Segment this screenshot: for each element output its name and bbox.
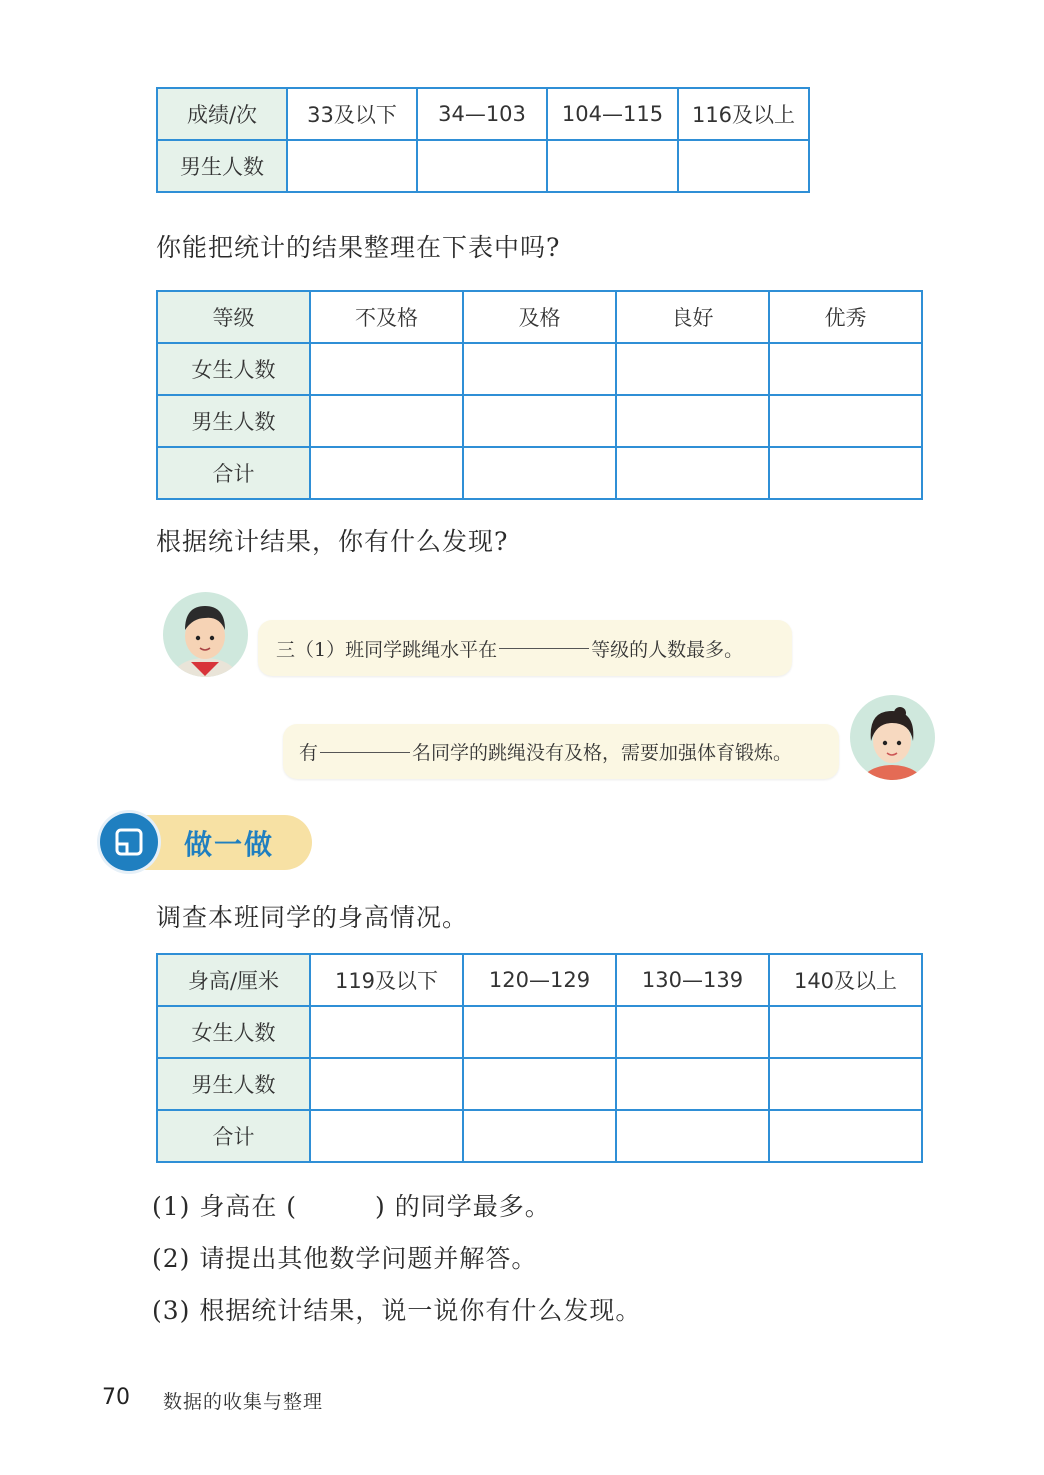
table-header-cell: 成绩/次 <box>157 88 287 140</box>
bubble-text-end: 等级的人数最多。 <box>591 638 744 661</box>
table-header-cell: 116及以上 <box>678 88 809 140</box>
empty-cell <box>616 395 769 447</box>
empty-cell <box>769 343 922 395</box>
table-header-cell: 104—115 <box>547 88 678 140</box>
empty-cell <box>310 1058 463 1110</box>
square-icon <box>100 813 158 871</box>
table-header-cell: 140及以上 <box>769 954 922 1006</box>
empty-cell <box>310 447 463 499</box>
bubble-text-start: 有 <box>299 742 319 764</box>
table-header-cell: 身高/厘米 <box>157 954 310 1006</box>
speech-bubble-boy <box>258 620 792 676</box>
empty-cell <box>547 140 678 192</box>
score-table <box>156 87 810 193</box>
question-item: (3) 根据统计结果，说一说你有什么发现。 <box>152 1296 642 1325</box>
question-text: 你能把统计的结果整理在下表中吗? <box>156 233 561 262</box>
empty-cell <box>769 1006 922 1058</box>
empty-cell <box>769 1058 922 1110</box>
table-header-cell: 良好 <box>616 291 769 343</box>
table-header-cell: 130—139 <box>616 954 769 1006</box>
empty-cell <box>769 395 922 447</box>
question-item: (1) 身高在 ( ) 的同学最多。 <box>152 1192 551 1221</box>
empty-cell <box>310 395 463 447</box>
answer-blank <box>499 647 589 649</box>
table-header-cell: 120—129 <box>463 954 616 1006</box>
question-item: (2) 请提出其他数学问题并解答。 <box>152 1244 538 1273</box>
empty-cell <box>310 343 463 395</box>
table-header-cell: 及格 <box>463 291 616 343</box>
empty-cell <box>678 140 809 192</box>
empty-cell <box>616 343 769 395</box>
row-label: 女生人数 <box>157 343 310 395</box>
question-text: 根据统计结果，你有什么发现? <box>156 527 509 556</box>
row-label: 男生人数 <box>157 395 310 447</box>
section-title: 做一做 <box>184 828 275 861</box>
row-label: 女生人数 <box>157 1006 310 1058</box>
table-header-cell: 119及以下 <box>310 954 463 1006</box>
empty-cell <box>463 1006 616 1058</box>
empty-cell <box>463 447 616 499</box>
empty-cell <box>463 1110 616 1162</box>
empty-cell <box>769 1110 922 1162</box>
bubble-text-start: 三（1）班同学跳绳水平在 <box>276 638 498 661</box>
empty-cell <box>463 343 616 395</box>
row-label: 男生人数 <box>157 1058 310 1110</box>
height-table <box>156 953 923 1163</box>
table-header-cell: 等级 <box>157 291 310 343</box>
task-text: 调查本班同学的身高情况。 <box>156 903 469 932</box>
bubble-text-end: 名同学的跳绳没有及格，需要加强体育锻炼。 <box>412 742 793 764</box>
empty-cell <box>616 1110 769 1162</box>
empty-cell <box>463 1058 616 1110</box>
empty-cell <box>287 140 417 192</box>
empty-cell <box>417 140 547 192</box>
empty-cell <box>769 447 922 499</box>
empty-cell <box>310 1006 463 1058</box>
girl-avatar <box>850 695 935 780</box>
grade-table <box>156 290 923 500</box>
chapter-title: 数据的收集与整理 <box>163 1391 324 1413</box>
empty-cell <box>310 1110 463 1162</box>
answer-blank <box>320 751 410 753</box>
table-header-cell: 优秀 <box>769 291 922 343</box>
empty-cell <box>616 1006 769 1058</box>
row-label: 合计 <box>157 1110 310 1162</box>
speech-bubble-girl <box>283 724 839 779</box>
table-header-cell: 34—103 <box>417 88 547 140</box>
empty-cell <box>616 1058 769 1110</box>
section-badge <box>100 813 158 871</box>
row-label: 合计 <box>157 447 310 499</box>
boy-avatar <box>163 592 248 677</box>
empty-cell <box>616 447 769 499</box>
table-header-cell: 不及格 <box>310 291 463 343</box>
empty-cell <box>463 395 616 447</box>
row-label: 男生人数 <box>157 140 287 192</box>
page-number: 70 <box>102 1385 130 1410</box>
table-header-cell: 33及以下 <box>287 88 417 140</box>
